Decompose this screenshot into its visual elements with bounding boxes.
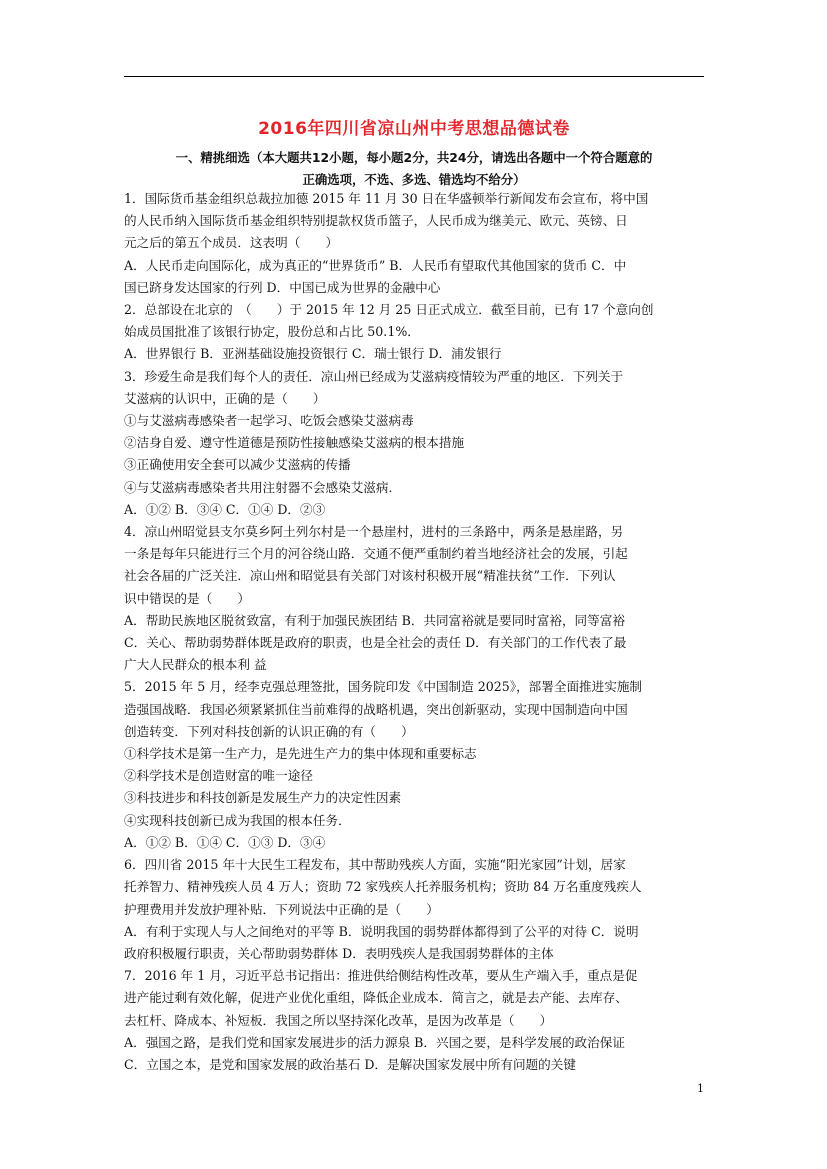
text-line: 造强国战略．我国必须紧紧抓住当前难得的战略机遇，突出创新驱动，实现中国制造向中国 [124, 701, 628, 717]
text-line: C．关心、帮助弱势群体既是政府的职责，也是全社会的责任 D．有关部门的工作代表了最 [124, 635, 627, 651]
text-line: 进产能过剩有效化解，促进产业优化重组，降低企业成本．简言之，就是去产能、去库存、 [124, 990, 628, 1006]
text-line: 托养智力、精神残疾人员 4 万人；资助 72 家残疾人托养服务机构；资助 84 万名重度残疾人 [124, 879, 642, 895]
text-line: 社会各届的广泛关注．凉山州和昭觉县有关部门对该村积极开展“精准扶贫”工作．下列认 [124, 568, 616, 584]
text-line: A．世界银行 B．亚洲基础设施投资银行 C．瑞士银行 D．浦发银行 [124, 346, 502, 362]
text-line: A．帮助民族地区脱贫致富，有利于加强民族团结 B．共同富裕就是要同时富裕，同等富裕 [124, 612, 625, 628]
text-line: ②科学技术是创造财富的唯一途径 [124, 768, 313, 784]
text-line: 创造转变．下列对科技创新的认识正确的有（ ） [124, 723, 414, 739]
text-line: 3．珍爱生命是我们每个人的责任．凉山州已经成为艾滋病疫情较为严重的地区．下列关于 [124, 368, 624, 384]
text-line: 一条是每年只能进行三个月的河谷绕山路．交通不便严重制约着当地经济社会的发展，引起 [124, 546, 628, 562]
text-line: A．有利于实现人与人之间绝对的平等 B．说明我国的弱势群体都得到了公平的对待 C．说明 [124, 923, 639, 939]
text-line: C．立国之本，是党和国家发展的政治基石 D．是解决国家发展中所有问题的关键 [124, 1056, 576, 1072]
text-line: 2．总部设在北京的 （ ）于 2015 年 12 月 25 日正式成立．截至目前，已有 17 个意向创 [124, 302, 654, 318]
text-line: 艾滋病的认识中，正确的是（ ） [124, 390, 326, 406]
section-header [124, 147, 704, 191]
text-line: ③科技进步和科技创新是发展生产力的决定性因素 [124, 790, 402, 806]
text-line: A．①② B．③④ C．①④ D．②③ [124, 501, 326, 517]
text-line: A．①② B．①④ C．①③ D．③④ [124, 834, 326, 850]
text-line: ②洁身自爱、遵守性道德是预防性接触感染艾滋病的根本措施 [124, 435, 465, 451]
text-line: 7．2016 年 1 月，习近平总书记指出：推进供给侧结构性改革，要从生产端入手，重点是促 [124, 968, 638, 984]
text-line: 的人民币纳入国际货币基金组织特别提款权货币篮子，人民币成为继美元、欧元、英镑、日 [124, 213, 628, 229]
text-line: 去杠杆、降成本、补短板．我国之所以坚持深化改革，是因为改革是（ ） [124, 1012, 553, 1028]
text-line: 4．凉山州昭觉县支尔莫乡阿土列尔村是一个悬崖村，进村的三条路中，两条是悬崖路，另 [124, 524, 624, 540]
text-line: ①科学技术是第一生产力，是先进生产力的集中体现和重要标志 [124, 746, 477, 762]
text-line: ④实现科技创新已成为我国的根本任务． [124, 812, 351, 828]
text-line: 护理费用并发放护理补贴．下列说法中正确的是（ ） [124, 901, 439, 917]
text-line: A．人民币走向国际化，成为真正的“世界货币” B．人民币有望取代其他国家的货币 C．中 [124, 257, 627, 273]
text-line: 5．2015 年 5 月，经李克强总理签批，国务院印发《中国制造 2025》，部署全面推进实施制 [124, 679, 643, 695]
text-line: 国已跻身发达国家的行列 D．中国已成为世界的金融中心 [124, 279, 441, 295]
section-header-line: 正确选项，不选、多选、错选均不给分） [302, 172, 526, 187]
page-number: 1 [697, 1082, 704, 1095]
text-line: 元之后的第五个成员．这表明（ ） [124, 235, 339, 251]
text-line: ④与艾滋病毒感染者共用注射器不会感染艾滋病． [124, 479, 402, 495]
text-line: 广大人民群众的根本利 益 [124, 657, 267, 673]
text-line: 识中错误的是（ ） [124, 590, 250, 606]
text-line: 始成员国批准了该银行协定，股份总和占比 50.1%． [124, 324, 420, 340]
text-line: 6．四川省 2015 年十大民生工程发布，其中帮助残疾人方面，实施“阳光家园”计划，居家 [124, 857, 626, 873]
header-rule [124, 76, 704, 77]
text-line: ①与艾滋病毒感染者一起学习、吃饭会感染艾滋病毒 [124, 413, 414, 429]
text-line: A．强国之路，是我们党和国家发展进步的活力源泉 B．兴国之要，是科学发展的政治保证 [124, 1034, 625, 1050]
text-line: 1．国际货币基金组织总裁拉加德 2015 年 11 月 30 日在华盛顿举行新闻发布会宣布，将中国 [124, 191, 649, 206]
text-line: 政府积极履行职责，关心帮助弱势群体 D．表明残疾人是我国弱势群体的主体 [124, 945, 554, 961]
text-line: ③正确使用安全套可以减少艾滋病的传播 [124, 457, 351, 473]
page-title: 2016年四川省凉山州中考思想品德试卷 [258, 119, 570, 139]
section-header-line: 一、精挑细选（本大题共12小题，每小题2分，共24分，请选出各题中一个符合题意的 [175, 150, 653, 165]
question-body [124, 188, 704, 1076]
